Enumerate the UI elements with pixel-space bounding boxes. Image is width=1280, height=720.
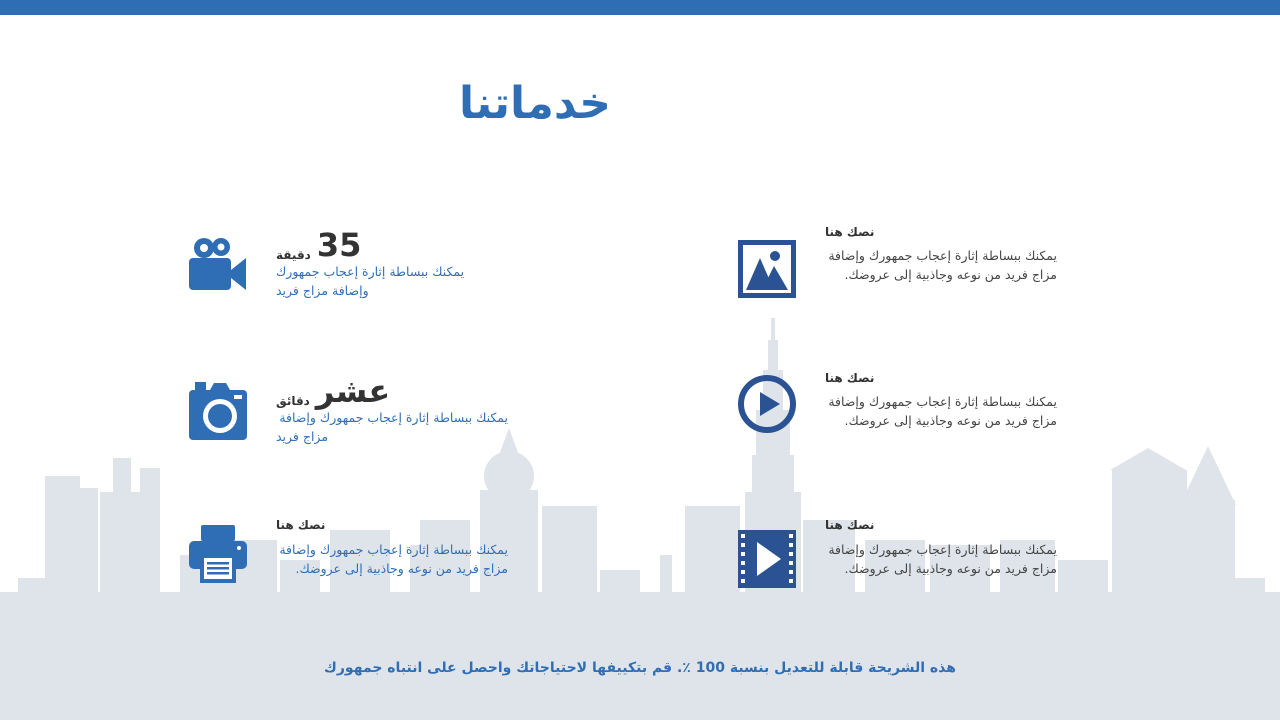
service-description-line: يمكنك ببساطة إثارة إعجاب جمهورك وإضافة <box>828 542 1057 557</box>
service-description-line: مزاج فريد من نوعه وجاذبية إلى عروضك. <box>844 267 1057 282</box>
play-circle-icon <box>738 375 796 433</box>
service-description-line: يمكنك ببساطة إثارة إعجاب جمهورك وإضافة <box>828 248 1057 263</box>
service-description-line: يمكنك ببساطة إثارة إعجاب جمهورك وإضافة <box>828 394 1057 409</box>
video-camera-icon <box>188 234 248 294</box>
image-icon <box>738 240 796 298</box>
duration-number: 35 <box>316 226 362 264</box>
service-description-line: وإضافة مزاج فريد <box>276 283 369 298</box>
service-description-line: يمكنك ببساطة إثارة إعجاب جمهورك وإضافة <box>279 410 508 425</box>
service-description-line: يمكنك ببساطة إثارة إعجاب جمهورك وإضافة <box>279 542 508 557</box>
service-description-line: مزاج فريد <box>276 429 329 444</box>
duration-unit: دقيقة <box>276 248 311 262</box>
printer-icon <box>188 524 248 584</box>
duration-unit: دقائق <box>276 394 310 408</box>
page-title: خدماتنا <box>459 78 611 129</box>
service-heading: نصك هنا <box>825 225 875 239</box>
duration-number: عشر <box>315 372 391 410</box>
service-description-line: مزاج فريد من نوعه وجاذبية إلى عروضك. <box>295 561 508 576</box>
service-description-line: يمكنك ببساطة إثارة إعجاب جمهورك <box>276 264 465 279</box>
service-description-line: مزاج فريد من نوعه وجاذبية إلى عروضك. <box>844 413 1057 428</box>
service-heading: نصك هنا <box>825 371 875 385</box>
service-description-line: مزاج فريد من نوعه وجاذبية إلى عروضك. <box>844 561 1057 576</box>
camera-icon <box>188 382 248 442</box>
service-heading: نصك هنا <box>825 518 875 532</box>
footer-note: هذه الشريحة قابلة للتعديل بنسبة 100 ٪. قم بتكييفها لاحتياجاتك واحصل على انتباه جمهورك <box>324 660 956 676</box>
service-heading: نصك هنا <box>276 518 326 532</box>
film-play-icon <box>738 530 796 588</box>
